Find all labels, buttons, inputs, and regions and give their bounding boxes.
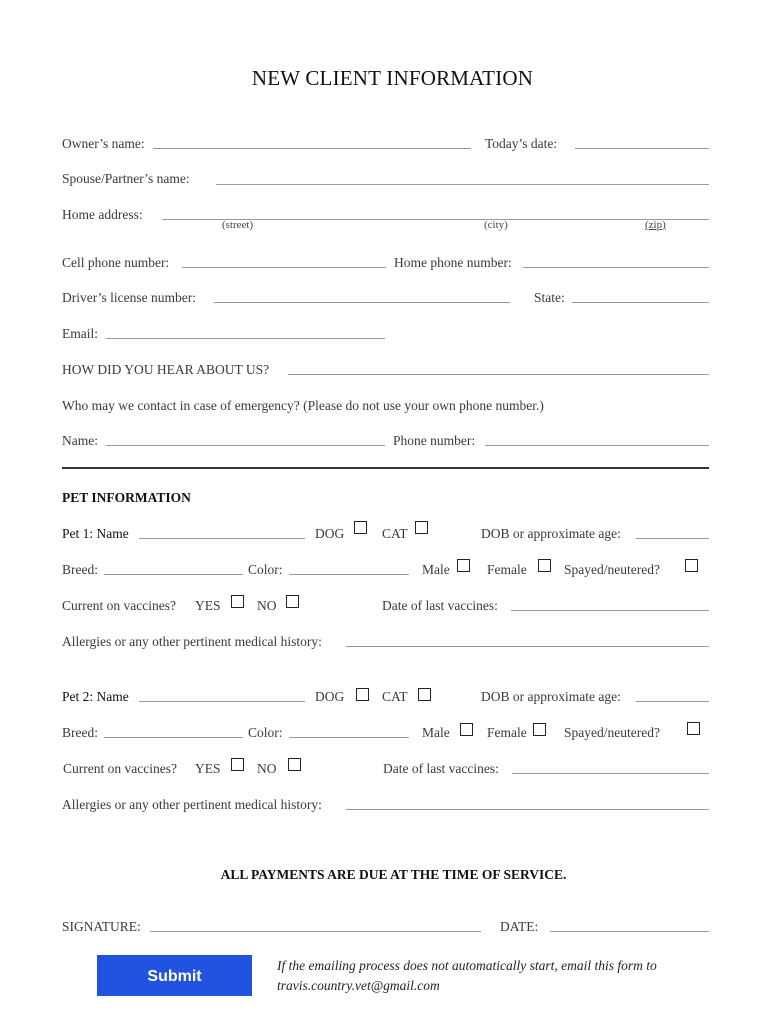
drivers-license-label: Driver’s license number: (62, 290, 196, 305)
pet2-spayed-label: Spayed/neutered? (564, 725, 660, 740)
pet2-cat-checkbox[interactable] (418, 688, 431, 701)
pet1-color-label: Color: (248, 562, 283, 577)
spouse-partner-label: Spouse/Partner’s name: (62, 171, 190, 186)
email-label: Email: (62, 326, 98, 341)
pet-information-heading: PET INFORMATION (62, 490, 191, 505)
pet1-spayed-label: Spayed/neutered? (564, 562, 660, 577)
how-did-you-hear-label: HOW DID YOU HEAR ABOUT US? (62, 362, 270, 377)
owners-name-field[interactable] (153, 148, 471, 149)
pet1-color-field[interactable] (289, 574, 409, 575)
payments-notice: ALL PAYMENTS ARE DUE AT THE TIME OF SERVICE. (220, 867, 567, 882)
how-did-you-hear-field[interactable] (288, 374, 709, 375)
pet2-number: Pet 2: (62, 689, 94, 704)
pet2-dob-label: DOB or approximate age: (481, 689, 621, 704)
pet2-dob-field[interactable] (636, 701, 709, 702)
owners-name-label: Owner’s name: (62, 136, 145, 151)
street-sublabel: (street) (222, 219, 254, 231)
pet2-last-vaccines-field[interactable] (512, 773, 709, 774)
pet1-last-vaccines-label: Date of last vaccines: (382, 598, 498, 613)
pet1-cat-checkbox[interactable] (415, 521, 428, 534)
zip-sublabel: (zip) (645, 219, 666, 231)
pet1-allergies-field[interactable] (346, 646, 709, 647)
pet1-breed-field[interactable] (104, 574, 243, 575)
pet2-last-vaccines-label: Date of last vaccines: (383, 761, 499, 776)
pet2-name-field[interactable] (139, 701, 305, 702)
pet1-male-checkbox[interactable] (457, 559, 470, 572)
pet1-number: Pet 1: (62, 526, 94, 541)
pet2-label (62, 689, 129, 705)
pet1-yes-checkbox[interactable] (231, 595, 244, 608)
submit-button[interactable]: Submit (97, 955, 252, 996)
emergency-contact-prompt: Who may we contact in case of emergency? (Please do not use your own phone number.) (62, 398, 544, 413)
signature-field[interactable] (150, 931, 481, 932)
pet1-dog-label: DOG (315, 526, 345, 541)
pet2-male-label: Male (422, 725, 450, 740)
pet2-color-label: Color: (248, 725, 283, 740)
pet2-breed-field[interactable] (104, 737, 243, 738)
email-field[interactable] (106, 338, 385, 339)
date-label: DATE: (500, 919, 539, 934)
home-phone-field[interactable] (523, 267, 709, 268)
pet1-yes-label: YES (195, 598, 221, 613)
pet2-female-label: Female (487, 725, 527, 740)
date-field[interactable] (550, 931, 709, 932)
pet1-female-checkbox[interactable] (538, 559, 551, 572)
section-divider (62, 467, 709, 469)
pet2-yes-checkbox[interactable] (231, 758, 244, 771)
pet1-breed-label: Breed: (62, 562, 98, 577)
cell-phone-field[interactable] (182, 267, 386, 268)
pet2-dog-label: DOG (315, 689, 345, 704)
pet2-spayed-checkbox[interactable] (687, 722, 700, 735)
pet2-allergies-label: Allergies or any other pertinent medical history: (62, 797, 322, 812)
pet2-no-label: NO (257, 761, 277, 776)
pet2-allergies-field[interactable] (346, 809, 709, 810)
city-sublabel: (city) (484, 219, 508, 231)
pet2-yes-label: YES (195, 761, 221, 776)
pet1-name-field[interactable] (139, 538, 305, 539)
state-field[interactable] (572, 302, 709, 303)
pet1-no-label: NO (257, 598, 277, 613)
emergency-phone-field[interactable] (485, 445, 709, 446)
pet1-dog-checkbox[interactable] (354, 521, 367, 534)
pet1-cat-label: CAT (382, 526, 408, 541)
pet1-vaccines-label: Current on vaccines? (62, 598, 176, 613)
todays-date-label: Today’s date: (485, 136, 558, 151)
pet1-label (62, 526, 129, 542)
pet2-color-field[interactable] (289, 737, 409, 738)
emergency-name-field[interactable] (106, 445, 385, 446)
emergency-phone-label: Phone number: (393, 433, 476, 448)
pet1-dob-label: DOB or approximate age: (481, 526, 621, 541)
pet2-breed-label: Breed: (62, 725, 98, 740)
home-address-label: Home address: (62, 207, 143, 222)
signature-label: SIGNATURE: (62, 919, 141, 934)
pet1-no-checkbox[interactable] (286, 595, 299, 608)
pet2-cat-label: CAT (382, 689, 408, 704)
form-title: NEW CLIENT INFORMATION (251, 66, 534, 90)
emergency-name-label: Name: (62, 433, 98, 448)
pet2-female-checkbox[interactable] (533, 723, 546, 736)
pet1-name-label: Name (96, 526, 129, 541)
state-label: State: (534, 290, 565, 305)
pet2-dog-checkbox[interactable] (356, 688, 369, 701)
pet2-male-checkbox[interactable] (460, 723, 473, 736)
pet1-allergies-label: Allergies or any other pertinent medical history: (62, 634, 322, 649)
spouse-partner-field[interactable] (216, 184, 709, 185)
pet1-spayed-checkbox[interactable] (685, 559, 698, 572)
pet1-male-label: Male (422, 562, 450, 577)
home-phone-label: Home phone number: (394, 255, 512, 270)
pet2-vaccines-label: Current on vaccines? (63, 761, 177, 776)
cell-phone-label: Cell phone number: (62, 255, 170, 270)
drivers-license-field[interactable] (214, 302, 510, 303)
pet1-last-vaccines-field[interactable] (511, 610, 709, 611)
pet2-no-checkbox[interactable] (288, 758, 301, 771)
todays-date-field[interactable] (575, 148, 709, 149)
pet2-name-label: Name (96, 689, 129, 704)
pet1-female-label: Female (487, 562, 527, 577)
pet1-dob-field[interactable] (636, 538, 709, 539)
email-instruction-note: If the emailing process does not automatically start, email this form to travis.country.vet@gmail.com (277, 958, 657, 993)
